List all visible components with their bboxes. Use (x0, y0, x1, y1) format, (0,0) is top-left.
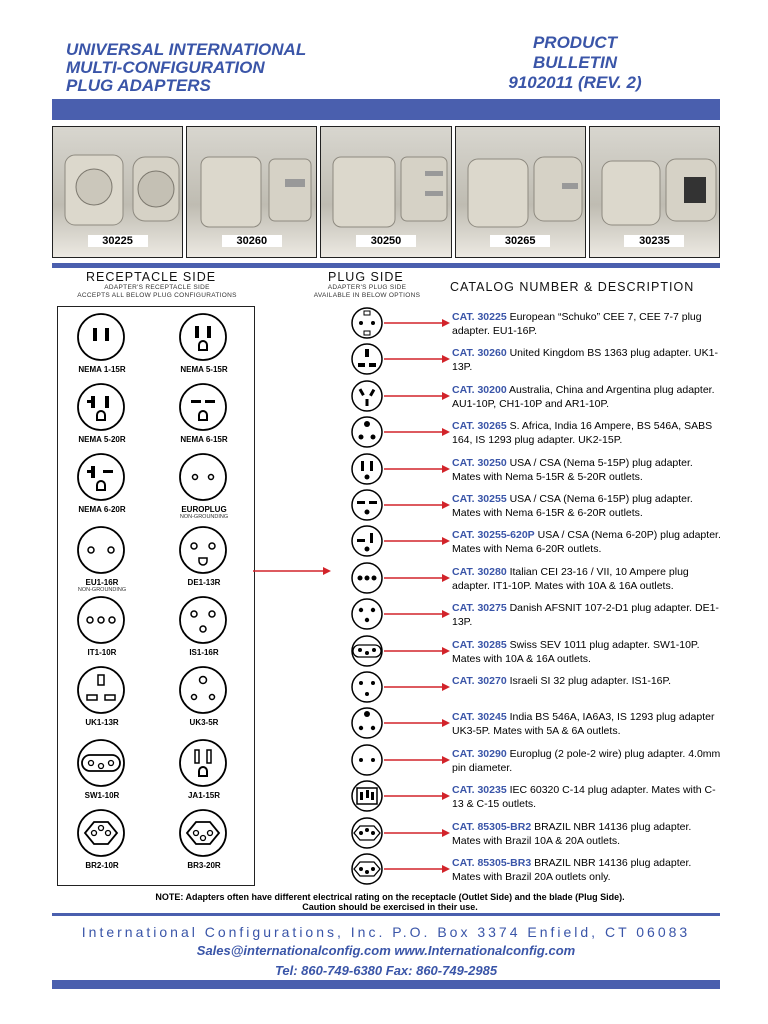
plug-heading: PLUG SIDE (328, 270, 404, 284)
catalog-number: CAT. 30200 (452, 383, 507, 396)
plug-icon (350, 852, 386, 888)
outlet-icon (178, 665, 230, 717)
product-photo (186, 126, 317, 258)
product-photo (320, 126, 451, 258)
catalog-description (452, 856, 722, 884)
product-photo (589, 126, 720, 258)
arrow-icon (384, 354, 450, 364)
catalog-item (344, 306, 724, 342)
photo-caption: 30225 (88, 235, 148, 247)
receptacle-label: UK1-13R (85, 718, 119, 727)
bulletin-line-2: BULLETIN (532, 53, 618, 72)
receptacle-label: NEMA 5-15R (180, 365, 228, 374)
catalog-item (344, 743, 724, 779)
arrow-icon (384, 864, 450, 874)
catalog-text: S. Africa, India 16 Ampere, BS 546A, SABS 164, IS 1293 plug adapter. UK2-15P. (452, 420, 713, 447)
receptacle-label: BR2-10R (85, 861, 119, 870)
catalog-description (452, 747, 722, 775)
photo-caption: 30260 (222, 235, 282, 247)
catalog-text: European “Schuko” CEE 7, CEE 7-7 plug adapter. EU1-16P. (452, 311, 702, 337)
catalog-description (452, 638, 722, 666)
plug-icon (350, 779, 386, 815)
footer-bar (52, 980, 720, 989)
catalog-text: BRAZIL NBR 14136 plug adapter. Mates with Brazil 20A outlets only. (452, 857, 692, 883)
bulletin-title (460, 33, 690, 93)
arrow-icon (384, 573, 450, 583)
contact-links[interactable]: Sales@internationalconfig.com www.Internationalconfig.com (196, 943, 576, 958)
plug-icon (350, 524, 386, 560)
bulletin-line-1: PRODUCT (532, 33, 618, 52)
receptacle-note: NON-GROUNDING (179, 514, 229, 520)
document-title (66, 41, 396, 95)
receptacle-label: NEMA 5-20R (78, 435, 126, 444)
catalog-item (344, 597, 724, 633)
catalog-number: CAT. 30255-620P (452, 529, 535, 542)
arrow-icon (384, 682, 450, 692)
catalog-text: USA / CSA (Nema 6-15P) plug adapter. Mates with Nema 6-15R & 6-20R outlets. (452, 493, 693, 519)
catalog-item (344, 634, 724, 670)
title-line-2: MULTI-CONFIGURATION (66, 58, 265, 77)
note-line-2: Caution should be exercised in their use. (302, 902, 478, 912)
catalog-text: Europlug (2 pole-2 wire) plug adapter. 4.0mm pin diameter. (452, 747, 721, 774)
receptacle-item (62, 665, 142, 727)
catalog-item (344, 379, 724, 415)
arrow-icon (384, 500, 450, 510)
plug-icon (350, 816, 386, 852)
outlet-icon (178, 312, 230, 364)
plug-icon (350, 670, 386, 706)
catalog-description (452, 346, 722, 374)
arrow-icon (384, 718, 450, 728)
outlet-icon (178, 738, 230, 790)
plug-icon (350, 706, 386, 742)
catalog-number: CAT. 30270 (452, 675, 507, 687)
receptacle-item (164, 665, 244, 727)
arrow-icon (384, 318, 450, 328)
catalog-text: United Kingdom BS 1363 plug adapter. UK1-13P. (452, 347, 718, 374)
plug-subheading (302, 284, 432, 300)
catalog-text: Italian CEI 23-16 / VII, 10 Ampere plug adapter. IT1-10P. Mates with 10A & 16A outlets. (452, 565, 689, 592)
arrow-icon (384, 391, 450, 401)
catalog-item (344, 852, 724, 888)
arrow-icon (384, 755, 450, 765)
catalog-number: CAT. 30260 (452, 347, 507, 360)
catalog-heading: CATALOG NUMBER & DESCRIPTION (450, 280, 695, 294)
arrow-icon (384, 646, 450, 656)
catalog-description (452, 820, 722, 848)
plug-icon (350, 743, 386, 779)
receptacle-item (62, 382, 142, 444)
catalog-description (452, 710, 722, 738)
outlet-icon (178, 808, 230, 860)
receptacle-label: NEMA 6-15R (180, 435, 228, 444)
outlet-icon (178, 525, 230, 577)
catalog-description (452, 565, 722, 593)
plug-icon (350, 415, 386, 451)
outlet-icon (76, 665, 128, 717)
receptacle-note: NON-GROUNDING (77, 587, 127, 593)
arrow-icon (253, 566, 333, 576)
product-photo (455, 126, 586, 258)
catalog-text: Australia, China and Argentina plug adapter. AU1-10P, CH1-10P and AR1-10P. (452, 383, 715, 410)
receptacle-label: EU1-16R (85, 578, 119, 587)
arrow-icon (384, 828, 450, 838)
catalog-number: CAT. 85305-BR3 (452, 857, 532, 869)
receptacle-heading: RECEPTACLE SIDE (86, 270, 217, 284)
catalog-text: India BS 546A, IA6A3, IS 1293 plug adapter UK3-5P. Mates with 5A & 6A outlets. (452, 711, 715, 738)
outlet-icon (178, 452, 230, 504)
catalog-item (344, 488, 724, 524)
outlet-icon (76, 312, 128, 364)
photo-caption: 30265 (490, 235, 550, 247)
outlet-icon (76, 382, 128, 434)
catalog-description (452, 601, 722, 629)
arrow-icon (384, 609, 450, 619)
caution-note (90, 892, 690, 912)
catalog-number: CAT. 30285 (452, 638, 507, 651)
receptacle-label: IS1-16R (189, 648, 219, 657)
receptacle-subheading (62, 284, 252, 300)
catalog-number: CAT. 30225 (452, 311, 507, 323)
plug-icon (350, 342, 386, 378)
product-photo-strip (52, 126, 720, 258)
arrow-icon (384, 791, 450, 801)
outlet-icon (76, 595, 128, 647)
catalog-text: Swiss SEV 1011 plug adapter. SW1-10P. Mates with 10A & 16A outlets. (452, 638, 700, 665)
receptacle-item (164, 738, 244, 800)
outlet-icon (76, 738, 128, 790)
receptacle-label: SW1-10R (84, 791, 120, 800)
catalog-description (452, 456, 722, 484)
catalog-item (344, 342, 724, 378)
outlet-icon (76, 452, 128, 504)
catalog-number: CAT. 30275 (452, 602, 507, 615)
catalog-number: CAT. 30250 (452, 456, 507, 469)
catalog-number: CAT. 85305-BR2 (452, 820, 532, 833)
catalog-item (344, 415, 724, 451)
plug-icon (350, 488, 386, 524)
title-line-1: UNIVERSAL INTERNATIONAL (66, 40, 307, 59)
company-address: International Configurations, Inc. P.O. Box 3374 Enfield, CT 06083 (81, 924, 691, 940)
receptacle-item (164, 595, 244, 657)
catalog-number: CAT. 30265 (452, 420, 507, 433)
catalog-description (452, 528, 722, 556)
receptacle-item (164, 312, 244, 374)
plug-icon (350, 379, 386, 415)
catalog-number: CAT. 30245 (452, 711, 507, 724)
catalog-text: IEC 60320 C-14 plug adapter. Mates with C-13 & C-15 outlets. (452, 784, 716, 811)
catalog-description (452, 383, 722, 411)
arrow-icon (384, 536, 450, 546)
plug-icon (350, 452, 386, 488)
receptacle-label: BR3-20R (187, 861, 221, 870)
receptacle-label: NEMA 1-15R (78, 365, 126, 374)
receptacle-item (62, 312, 142, 374)
bulletin-line-3: 9102011 (REV. 2) (508, 73, 642, 92)
outlet-icon (178, 595, 230, 647)
plug-icon (350, 597, 386, 633)
plug-icon (350, 561, 386, 597)
receptacle-item (62, 452, 142, 514)
catalog-text: USA / CSA (Nema 5-15P) plug adapter. Mates with Nema 5-15R & 5-20R outlets. (452, 456, 693, 483)
receptacle-item (164, 808, 244, 870)
outlet-icon (178, 382, 230, 434)
arrow-icon (384, 427, 450, 437)
footer-rule (52, 913, 720, 916)
note-line-1: NOTE: Adapters often have different electrical rating on the receptacle (Outlet Side) and the blade (Plug Side). (155, 892, 625, 902)
catalog-number: CAT. 30290 (452, 747, 507, 760)
receptacle-sub-2: ACCEPTS ALL BELOW PLUG CONFIGURATIONS (77, 292, 237, 299)
catalog-number: CAT. 30280 (452, 565, 507, 578)
header-bar (52, 99, 720, 120)
catalog-number: CAT. 30255 (452, 493, 507, 505)
catalog-text: BRAZIL NBR 14136 plug adapter. Mates with Brazil 10A & 20A outlets. (452, 820, 692, 847)
receptacle-item (164, 382, 244, 444)
plug-icon (350, 306, 386, 342)
receptacle-item (62, 808, 142, 870)
product-photo (52, 126, 183, 258)
catalog-description (452, 783, 722, 811)
receptacle-item (164, 525, 244, 587)
receptacle-label: EUROPLUG (181, 505, 227, 514)
receptacle-label: NEMA 6-20R (78, 505, 126, 514)
catalog-item (344, 524, 724, 560)
catalog-item (344, 561, 724, 597)
receptacle-item (164, 452, 244, 520)
catalog-text: Danish AFSNIT 107-2-D1 plug adapter. DE1-13P. (452, 602, 719, 629)
outlet-icon (76, 808, 128, 860)
receptacle-item (62, 595, 142, 657)
photo-caption: 30235 (624, 235, 684, 247)
catalog-text: USA / CSA (Nema 6-20P) plug adapter. Mates with Nema 6-20R outlets. (452, 529, 721, 556)
receptacle-label: JA1-15R (187, 791, 220, 800)
catalog-item (344, 779, 724, 815)
catalog-description (452, 674, 722, 688)
receptacle-label: IT1-10R (87, 648, 117, 657)
receptacle-item (62, 738, 142, 800)
phone-fax: Tel: 860-749-6380 Fax: 860-749-2985 (274, 963, 498, 978)
plug-icon (350, 634, 386, 670)
title-line-3: PLUG ADAPTERS (66, 76, 211, 95)
photo-caption: 30250 (356, 235, 416, 247)
catalog-text: Israeli SI 32 plug adapter. IS1-16P. (506, 675, 672, 687)
catalog-item (344, 670, 724, 706)
catalog-description (452, 310, 722, 338)
receptacle-label: UK3-5R (189, 718, 219, 727)
catalog-description (452, 492, 722, 520)
arrow-icon (384, 464, 450, 474)
catalog-item (344, 452, 724, 488)
outlet-icon (76, 525, 128, 577)
divider-bar (52, 263, 720, 268)
catalog-description (452, 419, 722, 447)
catalog-item (344, 706, 724, 742)
plug-sub-2: AVAILABLE IN BELOW OPTIONS (313, 292, 421, 299)
catalog-number: CAT. 30235 (452, 784, 507, 797)
receptacle-sub-1: ADAPTER'S RECEPTACLE SIDE (104, 284, 210, 291)
receptacle-label: DE1-13R (187, 578, 221, 587)
plug-sub-1: ADAPTER'S PLUG SIDE (327, 284, 407, 291)
receptacle-item (62, 525, 142, 593)
catalog-item (344, 816, 724, 852)
